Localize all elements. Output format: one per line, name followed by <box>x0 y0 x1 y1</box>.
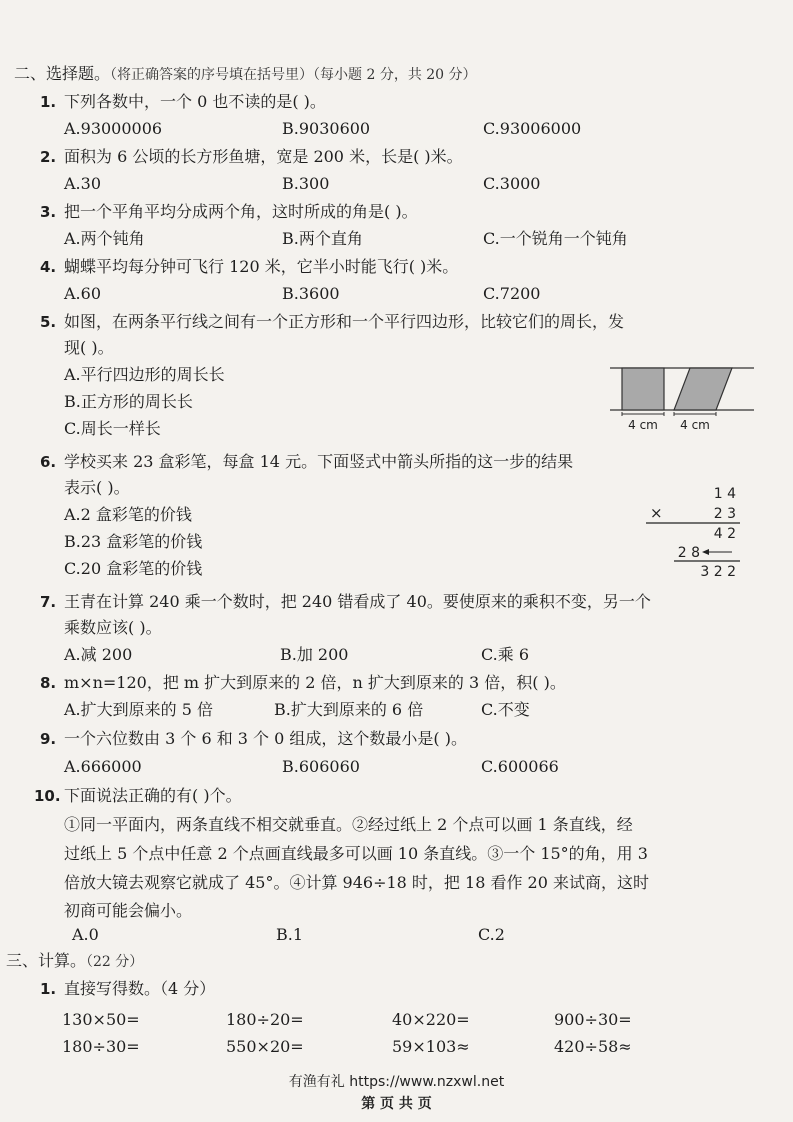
question-5 <box>40 312 624 332</box>
square-shape <box>622 368 664 410</box>
section-3-header <box>6 951 143 972</box>
statement-line: ①同一平面内，两条直线不相交就垂直。②经过纸上 2 个点可以画 1 条直线，经 <box>64 815 633 834</box>
question-number: 5. <box>40 313 57 331</box>
option-c: C.不变 <box>481 700 530 719</box>
calc-item: 40×220= <box>392 1010 470 1029</box>
question-number: 3. <box>40 203 57 221</box>
question-text-cont: 乘数应该( )。 <box>64 618 162 637</box>
option-a: A.减 200 <box>64 645 133 664</box>
times-sign: × <box>650 504 663 522</box>
final-product: 3 2 2 <box>700 564 736 580</box>
question-number: 1. <box>40 980 57 998</box>
option-c: C.2 <box>478 925 505 944</box>
question-text: 学校买来 23 盒彩笔，每盒 14 元。下面竖式中箭头所指的这一步的结果 <box>64 452 574 471</box>
option-a: A.0 <box>72 925 99 944</box>
option-a: A.平行四边形的周长长 <box>64 365 225 384</box>
calc-item: 180÷30= <box>62 1037 140 1056</box>
question-2 <box>40 147 463 167</box>
question-text: 蝴蝶平均每分钟可飞行 120 米，它半小时能飞行( )米。 <box>64 257 459 276</box>
question-number: 10. <box>34 787 61 805</box>
question-3 <box>40 202 418 222</box>
question-number: 4. <box>40 258 57 276</box>
question-4 <box>40 257 458 277</box>
option-c: C.乘 6 <box>481 645 530 664</box>
calc-item: 130×50= <box>62 1010 140 1029</box>
section-3-note: （22 分） <box>86 954 144 970</box>
question-text: m×n=120，把 m 扩大到原来的 2 倍，n 扩大到原来的 3 倍，积( )。 <box>64 673 566 692</box>
question-7 <box>40 592 651 612</box>
option-a: A.扩大到原来的 5 倍 <box>64 700 213 719</box>
option-b: B.扩大到原来的 6 倍 <box>274 700 424 719</box>
question-text-cont: 现( )。 <box>64 338 114 357</box>
multiplicand: 1 4 <box>713 486 736 502</box>
option-b: B.两个直角 <box>282 229 363 248</box>
section-2-note: （将正确答案的序号填在括号里）（每小题 2 分，共 20 分） <box>110 67 477 83</box>
question-8 <box>40 673 566 693</box>
section-2-header <box>14 64 477 85</box>
option-c: C.20 盒彩笔的价钱 <box>64 559 203 578</box>
option-a: A.30 <box>64 174 101 193</box>
question-text: 把一个平角平均分成两个角，这时所成的角是( )。 <box>64 202 418 221</box>
parallelogram-shape <box>674 368 732 410</box>
option-c: C.周长一样长 <box>64 419 161 438</box>
question-text: 王青在计算 240 乘一个数时，把 240 错看成了 40。要使原来的乘积不变，另一个 <box>64 592 651 611</box>
option-b: B.300 <box>282 174 330 193</box>
parallelogram-base-label: 4 cm <box>680 418 710 432</box>
option-a: A.666000 <box>64 757 142 776</box>
question-10 <box>34 786 242 806</box>
option-a: A.2 盒彩笔的价钱 <box>64 505 192 524</box>
section-2-title: 二、选择题。 <box>14 64 111 83</box>
parallel-lines-figure <box>606 360 756 435</box>
calc-item: 180÷20= <box>226 1010 304 1029</box>
partial-product-1: 4 2 <box>713 526 736 542</box>
question-text: 下列各数中，一个 0 也不读的是( )。 <box>64 92 326 111</box>
question-number: 2. <box>40 148 57 166</box>
calc-item: 59×103≈ <box>392 1037 470 1056</box>
question-text: 一个六位数由 3 个 6 和 3 个 0 组成，这个数最小是( )。 <box>64 729 467 748</box>
question-text: 直接写得数。（4 分） <box>64 979 216 998</box>
question-number: 6. <box>40 453 57 471</box>
partial-product-2: 2 8 <box>677 545 700 561</box>
option-b: B.3600 <box>282 284 340 303</box>
option-b: B.正方形的周长长 <box>64 392 193 411</box>
option-c: C.3000 <box>483 174 541 193</box>
question-number: 7. <box>40 593 57 611</box>
option-b: B.加 200 <box>280 645 349 664</box>
page-number: 第 页 共 页 <box>361 1096 432 1112</box>
option-b: B.1 <box>276 925 304 944</box>
question-text: 下面说法正确的有( )个。 <box>64 786 242 805</box>
question-text: 如图，在两条平行线之间有一个正方形和一个平行四边形，比较它们的周长，发 <box>64 312 625 331</box>
option-c: C.600066 <box>481 757 559 776</box>
question-6 <box>40 452 573 472</box>
statement-line: 初商可能会偏小。 <box>64 901 193 920</box>
statement-line: 倍放大镜去观察它就成了 45°。④计算 946÷18 时，把 18 看作 20 来试商，这时 <box>64 873 649 892</box>
square-side-label: 4 cm <box>628 418 658 432</box>
statement-line: 过纸上 5 个点中任意 2 个点画直线最多可以画 10 条直线。③一个 15°的角，用 3 <box>64 844 648 863</box>
option-b: B.9030600 <box>282 119 371 138</box>
vertical-multiplication <box>640 480 750 580</box>
subquestion-1 <box>40 979 215 999</box>
option-c: C.7200 <box>483 284 541 303</box>
option-b: B.23 盒彩笔的价钱 <box>64 532 203 551</box>
calc-item: 900÷30= <box>554 1010 632 1029</box>
multiplier: 2 3 <box>713 506 736 522</box>
option-a: A.60 <box>64 284 101 303</box>
question-1 <box>40 92 326 112</box>
section-3-title: 三、计算。 <box>6 951 87 970</box>
question-text: 面积为 6 公顷的长方形鱼塘，宽是 200 米，长是( )米。 <box>64 147 463 166</box>
calc-item: 550×20= <box>226 1037 304 1056</box>
option-c: C.93006000 <box>483 119 582 138</box>
option-a: A.两个钝角 <box>64 229 145 248</box>
option-a: A.93000006 <box>64 119 163 138</box>
watermark-url: 有渔有礼 https://www.nzxwl.net <box>288 1074 505 1090</box>
question-number: 9. <box>40 730 57 748</box>
question-9 <box>40 729 467 749</box>
calc-item: 420÷58≈ <box>554 1037 632 1056</box>
arrow-icon <box>702 549 709 555</box>
option-c: C.一个锐角一个钝角 <box>483 229 628 248</box>
question-number: 1. <box>40 93 57 111</box>
question-text-cont: 表示( )。 <box>64 478 130 497</box>
question-number: 8. <box>40 674 57 692</box>
option-b: B.606060 <box>282 757 360 776</box>
